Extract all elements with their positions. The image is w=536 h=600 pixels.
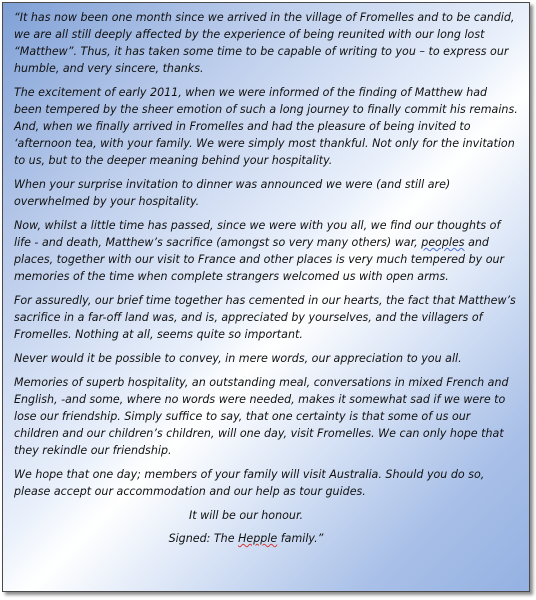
- letter-paragraph-5: For assuredly, our brief time together has cemented in our hearts, the fact that Matthew’s sacrifice in a far-off land was, and is, appreciated by yourselves, and the villagers of Fromelles. Nothing at all, seems quite so important.: [14, 294, 516, 341]
- letter-paragraph-6: Never would it be possible to convey, in mere words, our appreciation to you all.: [14, 352, 462, 365]
- paragraph-4-text-end: and places, together with our visit to France and other places is very much tempered by our memories of the time when complete strangers welcomed us with open arms.: [14, 236, 505, 283]
- letter-paragraph-4: [14, 217, 518, 285]
- letter-paragraph-3: When your surprise invitation to dinner was announced we were (and still are) overwhelmed by your hospitality.: [14, 178, 451, 208]
- letter-text-box: [2, 2, 530, 592]
- signature-suffix: family.”: [277, 532, 324, 545]
- paragraph-4-text-start: Now, whilst a little time has passed, since we were with you all, we find our thoughts of life - and death, Matthew’s sacrifice (amongst so very many others) war,: [14, 219, 501, 249]
- signature-prefix: Signed: The: [168, 532, 239, 545]
- letter-paragraph-1: “It has now been one month since we arrived in the village of Fromelles and to be candid, we are all still deeply affected by the experience of being reunited with our long lost “Matthew”. Thus, it has taken some time to be capable of writing to you – to express our humble, and very sincere, thanks.: [14, 11, 515, 75]
- letter-paragraph-8: We hope that one day; members of your family will visit Australia. Should you do so, please accept our accommodation and our help as tour guides.: [14, 468, 485, 498]
- letter-paragraph-2: The excitement of early 2011, when we were informed of the finding of Matthew had been tempered by the sheer emotion of such a long journey to finally commit his remains. And, when we finally arrived in Fromelles and had the pleasure of being invited to ‘afternoon tea, with your family. We were simply most thankful. Not only for the invitation to us, but to the deeper meaning behind your hospitality.: [14, 86, 518, 167]
- signature-line: [14, 530, 518, 547]
- closing-line: It will be our honour.: [188, 509, 304, 522]
- signature-family-name: Hepple: [238, 532, 278, 545]
- grammar-flagged-word: peoples: [421, 236, 465, 249]
- letter-paragraph-7: Memories of superb hospitality, an outstanding meal, conversations in mixed French and English, -and some, where no words were needed, makes it somewhat sad if we were to lose our friendship. Simply suffice to say, that one certainty is that some of us our children and our children’s children, will one day, visit Fromelles. We can only hope that they rekindle our friendship.: [14, 376, 509, 457]
